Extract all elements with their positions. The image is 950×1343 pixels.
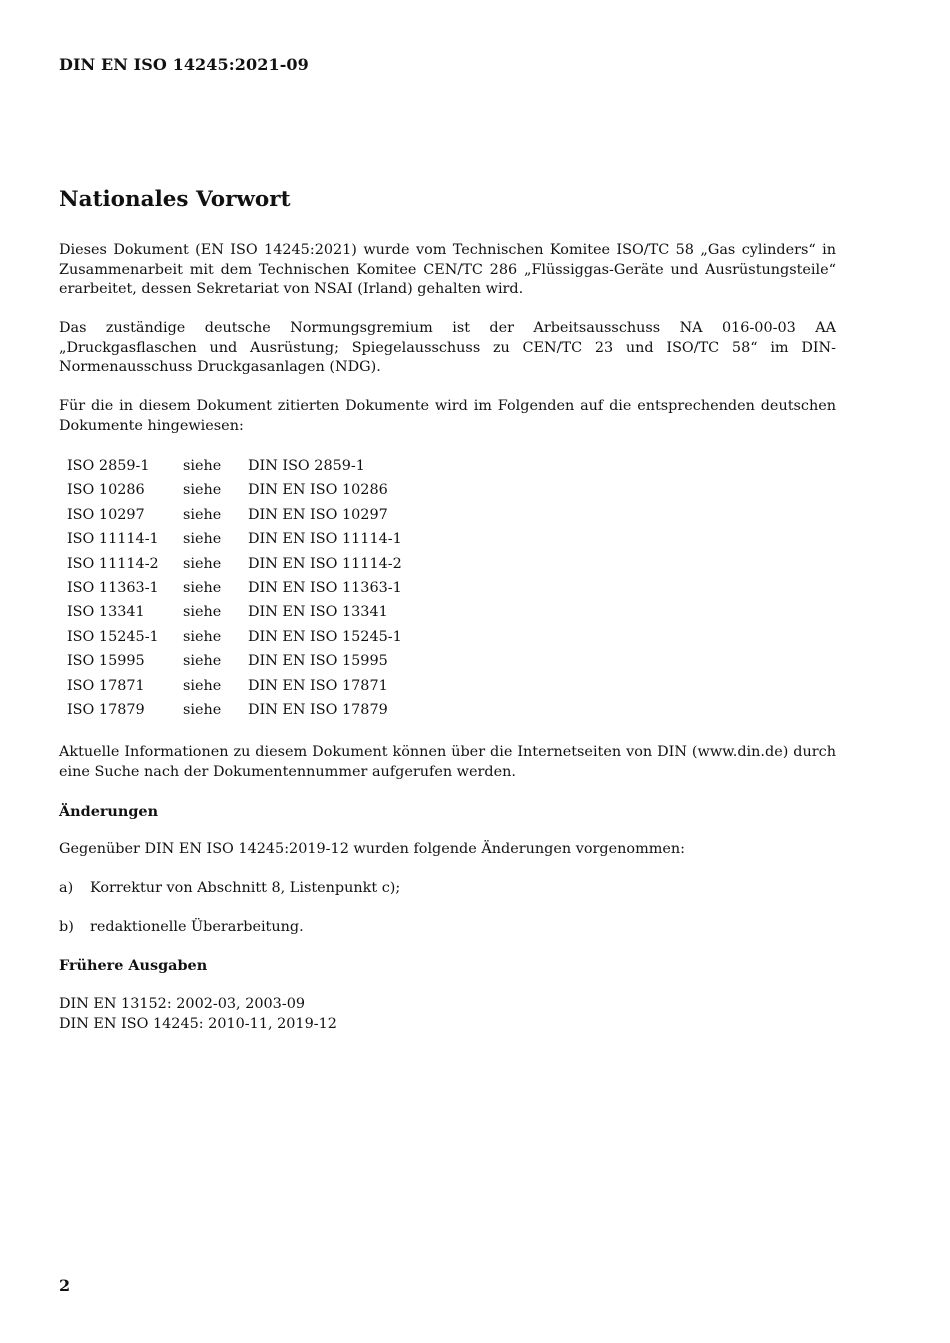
- see-label: siehe: [183, 458, 222, 474]
- din-reference: DIN EN ISO 11114-1: [248, 531, 402, 548]
- reference-table: [67, 454, 402, 722]
- see-label: siehe: [183, 555, 222, 572]
- din-reference: DIN EN ISO 10286: [248, 482, 388, 499]
- previous-edition-line: DIN EN ISO 14245: 2010-11, 2019-12: [59, 1016, 337, 1032]
- table-row: [67, 649, 402, 673]
- table-row: [67, 576, 402, 600]
- table-row: [67, 698, 402, 722]
- changes-heading: Änderungen: [59, 803, 159, 820]
- page-number: 2: [59, 1276, 71, 1295]
- page-title: Nationales Vorwort: [59, 187, 291, 212]
- iso-reference: ISO 11363-1: [67, 580, 159, 597]
- iso-reference: ISO 11114-1: [67, 531, 159, 548]
- iso-reference: ISO 2859-1: [67, 458, 150, 474]
- see-label: siehe: [183, 531, 222, 548]
- table-row: [67, 674, 402, 698]
- see-label: siehe: [183, 653, 222, 670]
- paragraph-standards-body: Das zuständige deutsche Normungsgremium ist der Arbeitsausschuss NA 016-00-03 AA „Druckgasflaschen und Ausrüstung; Spiegelausschuss zu CEN/TC 23 und ISO/TC 58“ im DIN-Normenausschuss Druckgasanlagen (NDG).: [59, 320, 836, 375]
- iso-reference: ISO 13341: [67, 604, 145, 621]
- din-reference: DIN ISO 2859-1: [248, 458, 365, 474]
- table-row: [67, 503, 402, 527]
- iso-reference: ISO 17871: [67, 677, 145, 694]
- din-reference: DIN EN ISO 17871: [248, 677, 388, 694]
- previous-editions-heading: Frühere Ausgaben: [59, 957, 208, 974]
- see-label: siehe: [183, 482, 222, 499]
- list-marker: b): [59, 919, 74, 935]
- paragraph-references-intro: Für die in diesem Dokument zitierten Dokumente wird im Folgenden auf die entsprechenden deutschen Dokumente hingewiesen:: [59, 398, 836, 434]
- table-row: [67, 527, 402, 551]
- iso-reference: ISO 17879: [67, 702, 145, 719]
- list-item-text: redaktionelle Überarbeitung.: [90, 919, 304, 935]
- table-row: [67, 625, 402, 649]
- list-item: [59, 879, 400, 899]
- see-label: siehe: [183, 702, 222, 719]
- list-item: [59, 918, 304, 938]
- din-reference: DIN EN ISO 13341: [248, 604, 388, 621]
- table-row: [67, 478, 402, 502]
- table-row: [67, 552, 402, 576]
- document-id: DIN EN ISO 14245:2021-09: [59, 55, 309, 74]
- changes-intro: Gegenüber DIN EN ISO 14245:2019-12 wurden folgende Änderungen vorgenommen:: [59, 841, 685, 857]
- see-label: siehe: [183, 628, 222, 645]
- iso-reference: ISO 11114-2: [67, 555, 159, 572]
- iso-reference: ISO 10286: [67, 482, 145, 499]
- din-reference: DIN EN ISO 11114-2: [248, 555, 402, 572]
- table-row: [67, 454, 402, 478]
- see-label: siehe: [183, 580, 222, 597]
- paragraph-current-info: Aktuelle Informationen zu diesem Dokument können über die Internetseiten von DIN (www.din.de) durch eine Suche nach der Dokumentennummer aufgerufen werden.: [59, 744, 836, 780]
- iso-reference: ISO 10297: [67, 506, 145, 523]
- list-item-text: Korrektur von Abschnitt 8, Listenpunkt c);: [90, 880, 401, 896]
- din-reference: DIN EN ISO 11363-1: [248, 580, 402, 597]
- see-label: siehe: [183, 604, 222, 621]
- din-reference: DIN EN ISO 15995: [248, 653, 388, 670]
- list-marker: a): [59, 880, 74, 896]
- iso-reference: ISO 15245-1: [67, 628, 159, 645]
- paragraph-committee: Dieses Dokument (EN ISO 14245:2021) wurde vom Technischen Komitee ISO/TC 58 „Gas cylinders“ in Zusammenarbeit mit dem Technischen Komitee CEN/TC 286 „Flüssiggas-Geräte und Ausrüstungsteile“ erarbeitet, dessen Sekretariat von NSAI (Irland) gehalten wird.: [59, 242, 836, 297]
- see-label: siehe: [183, 506, 222, 523]
- iso-reference: ISO 15995: [67, 653, 145, 670]
- see-label: siehe: [183, 677, 222, 694]
- din-reference: DIN EN ISO 17879: [248, 702, 388, 719]
- din-reference: DIN EN ISO 15245-1: [248, 628, 402, 645]
- din-reference: DIN EN ISO 10297: [248, 506, 388, 523]
- table-row: [67, 600, 402, 624]
- previous-edition-line: DIN EN 13152: 2002-03, 2003-09: [59, 996, 306, 1012]
